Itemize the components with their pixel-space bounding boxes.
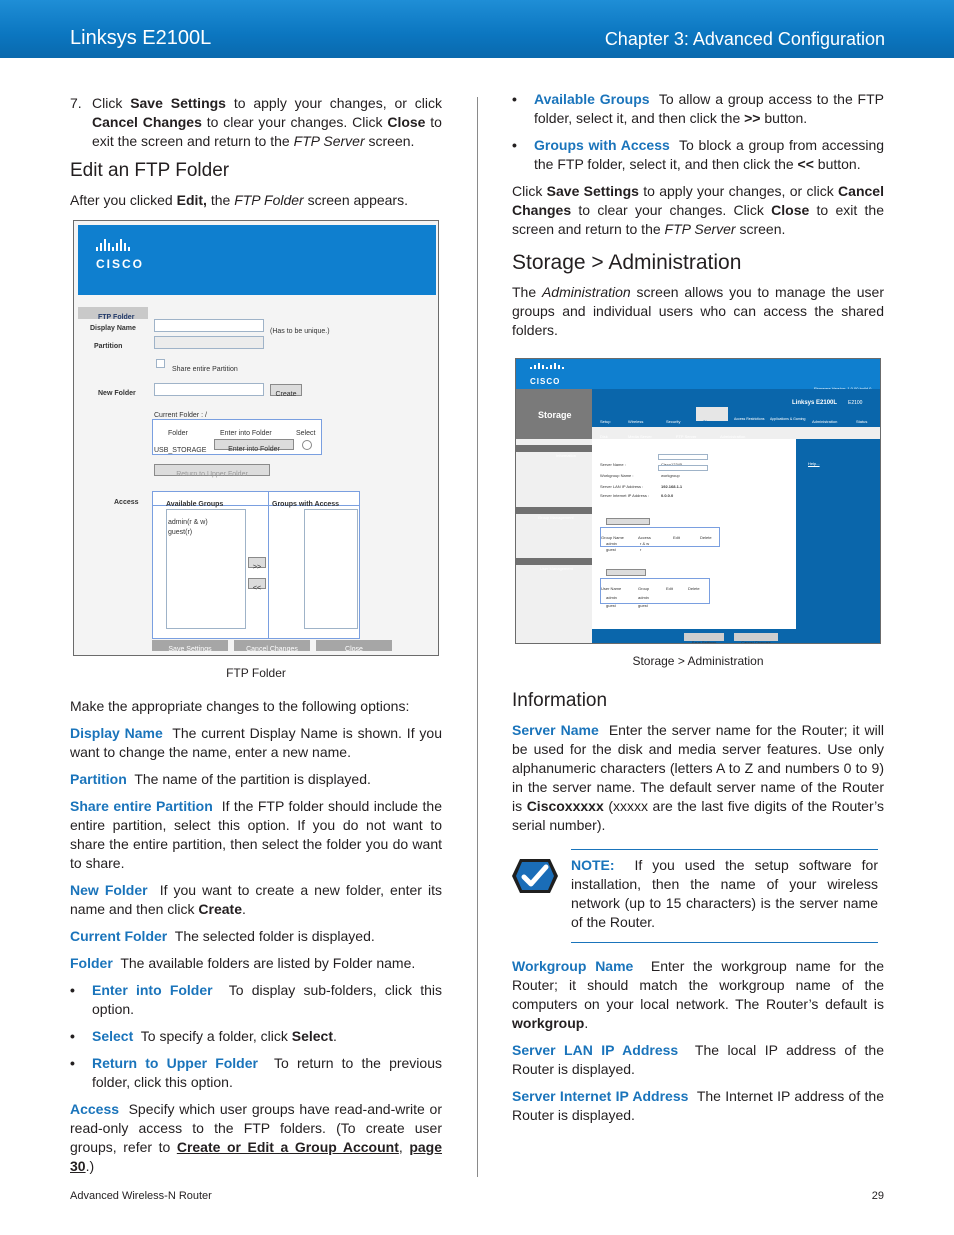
select-radio[interactable] [302,440,312,450]
cisco-logo: CISCO [530,377,561,386]
storage-admin-figure [512,358,884,671]
ftp-section-label: FTP Folder [98,314,135,321]
information-title: Information [512,690,608,711]
create-button[interactable]: Create [270,384,302,396]
info-value-internet-ip: 0.0.0.0 [661,493,674,498]
new-folder-field[interactable] [154,383,264,396]
subtab-disk[interactable]: Disk [600,434,608,439]
partition-field [154,336,264,349]
access-label: Access [114,499,139,506]
help-link[interactable]: Help... [808,461,820,466]
user-row-name: admin [606,595,617,600]
save-settings-button[interactable]: Save Settings [152,640,228,651]
page-number: 29 [871,1190,884,1202]
storage-admin-screenshot [515,358,881,644]
share-partition-desc: Share entire Partition If the FTP folder should include the entire partition, select this option. If you do not want to share the entire partition, then select the folder you do want to share. [70,798,443,871]
ftp-figure-caption: FTP Folder [226,666,286,680]
note-box [512,849,884,943]
new-folder-desc: New Folder If you want to create a new folder, enter its name and then click Create. [70,882,442,917]
tab-applications-gaming[interactable]: Applications & Gaming [770,417,806,421]
available-groups-col: Available Groups [166,501,224,508]
tab-status[interactable]: Status [856,419,868,424]
info-value-lan-ip: 192.168.1.1 [661,484,683,489]
storage-figure-caption: Storage > Administration [632,654,764,668]
folder-col-select: Select [296,430,316,437]
close-button[interactable]: Close [316,640,392,651]
right-column [512,90,884,1133]
partition-desc: Partition The name of the partition is displayed. [70,771,371,787]
new-folder-label: New Folder [98,390,136,397]
display-name-label: Display Name [90,325,136,332]
checkmark-icon [512,849,571,943]
current-folder-label: Current Folder : / [154,412,207,419]
section-title-edit-ftp-folder: Edit an FTP Folder [70,160,230,181]
add-group-button[interactable]: >> [248,557,266,568]
display-name-field[interactable] [154,319,264,332]
cisco-logo: CISCO [96,257,145,271]
internet-ip-desc: Server Internet IP Address The Internet IP address of the Router is displayed. [512,1088,885,1123]
user-col-name: User Name [601,586,622,591]
user-row-group: admin [638,595,649,600]
info-label-lan-ip: Server LAN IP Address : [600,484,644,489]
bullet-return-upper-folder: • Return to Upper Folder To return to the previous folder, click this option. [70,1055,442,1090]
create-group-link[interactable]: Create or Edit a Group Account [176,1139,399,1155]
folder-col-enter: Enter into Folder [220,430,272,437]
step-number: 7. [70,95,82,111]
tab-wireless[interactable]: Wireless [628,419,644,424]
folder-col-folder: Folder [168,430,188,437]
bullet-groups-with-access: • Groups with Access To block a group from accessing the FTP folder, select it, and then click the << button. [512,137,885,172]
group-col-edit: Edit [673,535,680,540]
column-divider [477,97,478,1177]
make-changes-text: Make the appropriate changes to the following options: [70,698,410,714]
cisco-logo-bars [96,239,130,251]
create-new-group-button[interactable] [606,518,650,525]
user-col-group: Group [638,586,650,591]
unique-hint: (Has to be unique.) [270,328,330,335]
server-name-desc: Server Name Enter the server name for the Router; it will be used for the disk and media server features. Use only alphanumeric characters (letters A to Z and numbers 0 to 9) in the server name. The default server name of the Router is Ciscoxxxxx (xxxxx are the last five digits of the Router’s serial number). [512,722,885,833]
tab-setup[interactable]: Setup [600,419,611,424]
cisco-logo-bars [530,363,564,369]
bullet-enter-into-folder: • Enter into Folder To display sub-folders, click this option. [70,982,443,1017]
subtab-ftp-server[interactable]: FTP Server [676,434,697,439]
workgroup-desc: Workgroup Name Enter the workgroup name for the Router; it should match the workgroup name of the computers on your local network. The Router’s default is workgroup. [512,958,884,1031]
folder-desc: Folder The available folders are listed by Folder name. [70,955,416,971]
group-col-delete: Delete [700,535,712,540]
note-text: NOTE: If you used the setup software for installation, then the name of your wireless network (up to 15 characters) is the server name of the Router. [571,857,879,930]
share-partition-label: Share entire Partition [172,366,238,373]
step-7-text: Click Save Settings to apply your changes, or click Cancel Changes to clear your changes. Click Close to exit the screen and return to the FTP Server screen. [92,95,442,149]
footer-product: Advanced Wireless-N Router [70,1190,212,1202]
page-30-link[interactable]: page 30 [70,1139,443,1174]
tab-security[interactable]: Security [666,419,681,424]
return-upper-folder-button[interactable]: Return to Upper Folder [154,464,270,476]
info-label-workgroup: Workgroup Name : [600,473,634,478]
bullet-icon: • [70,1028,75,1044]
info-label-internet-ip: Server Internet IP Address : [600,493,650,498]
bullet-icon: • [70,982,75,998]
group-row-name: guest [606,547,616,552]
side-information: Information [556,453,577,458]
product-name: Linksys E2100L [70,27,212,49]
groups-with-access-col: Groups with Access [272,501,340,508]
partition-label: Partition [94,343,123,350]
group-admin[interactable]: admin(r & w) [168,519,208,526]
current-folder-desc: Current Folder The selected folder is displayed. [70,928,375,944]
group-col-name: Group Name [601,535,624,540]
group-row-access: r & w [640,541,650,546]
subtab-administration[interactable]: Administration [720,434,746,439]
access-desc: Access Specify which user groups have read-and-write or read-only access to the FTP folders. (To create user groups, refer to Create or Edit a Group Account, page 30.) [70,1101,443,1174]
bullet-icon: • [70,1055,75,1071]
display-name-desc: Display Name The current Display Name is shown. If you want to change the name, enter a new name. [70,725,443,760]
groups-with-access-list[interactable] [304,509,358,629]
group-col-access: Access [638,535,651,540]
cancel-changes-button[interactable] [734,633,778,641]
user-col-delete: Delete [688,586,700,591]
model-code: E2100 [848,400,863,406]
section-title-storage-admin: Storage > Administration [512,251,742,274]
tab-administration[interactable]: Administration [812,419,838,424]
user-row-group: guest [638,603,648,608]
side-group-management: Group Management [538,515,574,520]
share-partition-checkbox[interactable] [156,359,165,368]
tab-storage[interactable]: Storage [703,419,718,424]
save-settings-button[interactable] [684,633,724,641]
lan-ip-desc: Server LAN IP Address The local IP address of the Router is displayed. [512,1042,885,1077]
admin-intro: The Administration screen allows you to manage the user groups and individual users who can access the shared folders. [512,284,884,338]
cancel-changes-button[interactable]: Cancel Changes [234,640,310,651]
page-header [0,0,954,58]
tab-access-restrictions[interactable]: Access Restrictions [734,417,765,421]
info-label-server-name: Server Name : [600,462,626,467]
ftp-folder-screenshot [73,220,439,656]
group-guest[interactable]: guest(r) [168,529,193,536]
step-7 [70,94,442,151]
save-settings-para: Click Save Settings to apply your changes, or click Cancel Changes to clear your changes. Click Close to exit the screen and return to the FTP Server screen. [512,183,884,237]
side-user-management: User Management [540,566,573,571]
bullet-available-groups: • Available Groups To allow a group access to the FTP folder, select it, and then click the >> button. [512,91,885,126]
bullet-select: • Select To specify a folder, click Select. [70,1028,337,1044]
group-row-name: admin [606,541,617,546]
bullet-icon: • [512,137,517,153]
chapter-title: Chapter 3: Advanced Configuration [604,29,885,49]
group-row-access: r [640,547,642,552]
bullet-icon: • [512,91,517,107]
model-name: Linksys E2100L [792,400,838,406]
left-column [70,90,442,1184]
subtab-media-server[interactable]: Media Server [628,434,652,439]
storage-section-label: Storage [538,410,572,420]
edit-intro: After you clicked Edit, the FTP Folder screen appears. [70,192,408,208]
enter-into-folder-button[interactable]: Enter into Folder [214,439,294,450]
folder-row-name: USB_STORAGE [154,447,207,454]
ftp-folder-figure [70,220,442,683]
info-value-workgroup: workgroup [661,473,680,478]
user-col-edit: Edit [666,586,673,591]
create-new-user-button[interactable] [606,569,646,576]
user-row-name: guest [606,603,616,608]
remove-group-button[interactable]: << [248,578,266,589]
